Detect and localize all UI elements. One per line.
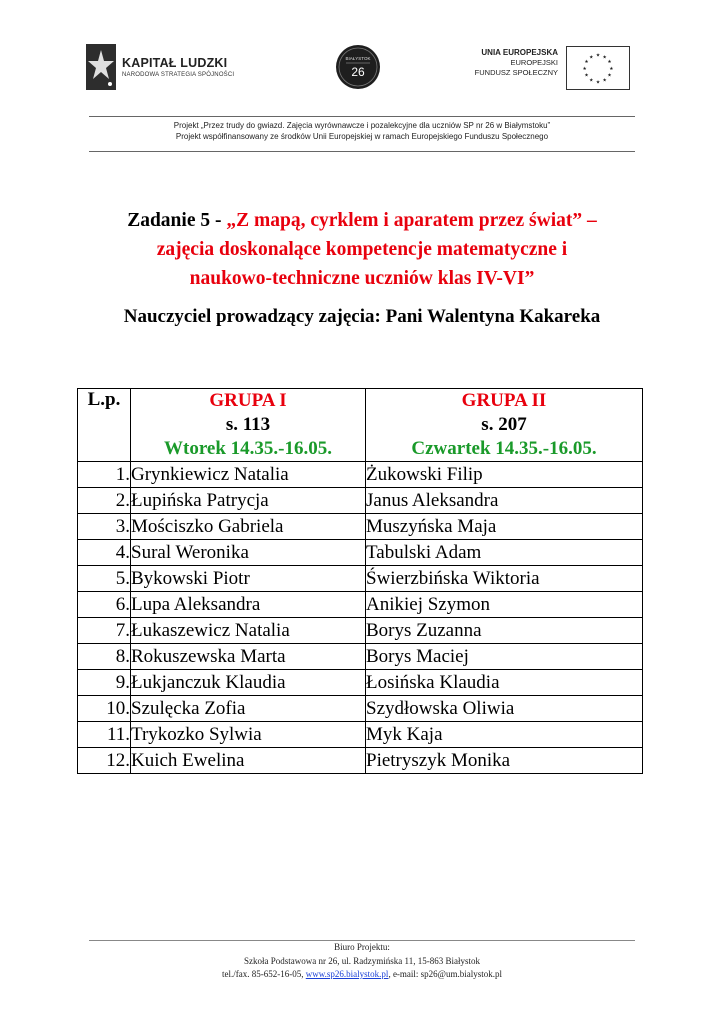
kapital-ludzki-title: KAPITAŁ LUDZKI <box>122 56 228 70</box>
row-number: 11. <box>78 722 131 748</box>
group-1-student: Bykowski Piotr <box>131 566 366 592</box>
group-2-name: GRUPA II <box>461 390 547 411</box>
table-row <box>78 618 643 644</box>
group-2-student: Żukowski Filip <box>366 462 643 488</box>
group-2-student: Borys Zuzanna <box>366 618 643 644</box>
project-info <box>89 120 635 142</box>
svg-text:★: ★ <box>607 73 612 79</box>
group-2-student: Borys Maciej <box>366 644 643 670</box>
svg-text:★: ★ <box>607 60 612 66</box>
eu-logo <box>470 46 630 92</box>
kapital-ludzki-subtitle: NARODOWA STRATEGIA SPÓJNOŚCI <box>122 72 235 78</box>
project-line-1: Projekt „Przez trudy do gwiazd. Zajęcia wyrównawcze i pozalekcyjne dla uczniów SP nr 26 w Białymstoku” <box>173 121 551 130</box>
group-1-student: Kuich Ewelina <box>131 748 366 774</box>
svg-text:★: ★ <box>589 78 594 84</box>
footer-email: , e-mail: sp26@um.bialystok.pl <box>388 969 502 979</box>
footer-address: Szkoła Podstawowa nr 26, ul. Radzymińska 11, 15-863 Białystok <box>244 955 480 966</box>
group-2-student: Szydłowska Oliwia <box>366 696 643 722</box>
lp-header: L.p. <box>78 389 131 462</box>
svg-text:★: ★ <box>602 78 607 84</box>
footer-phone: tel./fax. 85-652-16-05, <box>222 969 306 979</box>
row-number: 3. <box>78 514 131 540</box>
row-number: 12. <box>78 748 131 774</box>
group-1-student: Grynkiewicz Natalia <box>131 462 366 488</box>
group-1-room: s. 113 <box>225 414 271 435</box>
group-2-student: Pietryszyk Monika <box>366 748 643 774</box>
group-1-student: Łukjanczuk Klaudia <box>131 670 366 696</box>
svg-text:★: ★ <box>595 53 601 59</box>
group-2-student: Tabulski Adam <box>366 540 643 566</box>
group-1-student: Łukaszewicz Natalia <box>131 618 366 644</box>
task-title: „Z mapą, cyrklem i aparatem przez świat” – <box>226 210 597 231</box>
table-row <box>78 540 643 566</box>
svg-text:★: ★ <box>582 66 587 72</box>
row-number: 7. <box>78 618 131 644</box>
table-row <box>78 644 643 670</box>
row-number: 1. <box>78 462 131 488</box>
row-number: 4. <box>78 540 131 566</box>
task-heading-line-3: naukowo-techniczne uczniów klas IV-VI” <box>189 268 535 289</box>
task-prefix: Zadanie 5 - <box>127 210 227 231</box>
table-row <box>78 670 643 696</box>
group-1-header <box>131 389 366 462</box>
row-number: 8. <box>78 644 131 670</box>
header-top-rule <box>89 116 635 117</box>
school-logo-number: 26 <box>351 65 365 79</box>
school-logo-top-text: BIAŁYSTOK <box>345 56 371 61</box>
group-2-room: s. 207 <box>481 414 527 435</box>
task-heading-line-2: zajęcia doskonalące kompetencje matematyczne i <box>156 239 568 260</box>
table-header-row <box>78 389 643 462</box>
footer-website-link[interactable]: www.sp26.bialystok.pl <box>305 969 389 979</box>
group-1-student: Trykozko Sylwia <box>131 722 366 748</box>
eu-line-2: EUROPEJSKI <box>510 58 558 67</box>
svg-text:★: ★ <box>584 73 589 79</box>
table-row <box>78 566 643 592</box>
kapital-ludzki-star-icon <box>86 44 116 90</box>
group-1-student: Łupińska Patrycja <box>131 488 366 514</box>
table-row <box>78 462 643 488</box>
group-2-student: Myk Kaja <box>366 722 643 748</box>
group-2-student: Muszyńska Maja <box>366 514 643 540</box>
row-number: 2. <box>78 488 131 514</box>
group-1-name: GRUPA I <box>209 390 287 411</box>
eu-flag-icon <box>566 46 630 90</box>
table-row <box>78 514 643 540</box>
svg-text:★: ★ <box>595 80 601 86</box>
footer-contact <box>89 968 635 982</box>
table-row <box>78 722 643 748</box>
task-heading-line-1 <box>60 206 664 235</box>
svg-text:★: ★ <box>584 60 589 66</box>
group-1-student: Szulęcka Zofia <box>131 696 366 722</box>
group-2-student: Anikiej Szymon <box>366 592 643 618</box>
school-26-logo <box>335 44 381 90</box>
group-2-header <box>366 389 643 462</box>
svg-text:★: ★ <box>602 55 607 61</box>
eu-line-1: UNIA EUROPEJSKA <box>481 48 558 57</box>
table-row <box>78 592 643 618</box>
eu-text <box>475 48 558 78</box>
row-number: 6. <box>78 592 131 618</box>
svg-text:★: ★ <box>589 55 594 61</box>
group-1-schedule: Wtorek 14.35.-16.05. <box>164 438 332 459</box>
row-number: 5. <box>78 566 131 592</box>
group-1-student: Lupa Aleksandra <box>131 592 366 618</box>
group-2-student: Janus Aleksandra <box>366 488 643 514</box>
teacher-line: Nauczyciel prowadzący zajęcia: Pani Walentyna Kakareka <box>123 306 601 327</box>
table-row <box>78 748 643 774</box>
group-2-student: Łosińska Klaudia <box>366 670 643 696</box>
group-1-student: Sural Weronika <box>131 540 366 566</box>
row-number: 9. <box>78 670 131 696</box>
group-1-student: Rokuszewska Marta <box>131 644 366 670</box>
group-roster-table <box>77 388 643 774</box>
footer-office-label: Biuro Projektu: <box>334 942 390 952</box>
row-number: 10. <box>78 696 131 722</box>
table-row <box>78 488 643 514</box>
svg-text:★: ★ <box>609 66 614 72</box>
group-1-student: Mościszko Gabriela <box>131 514 366 540</box>
kapital-ludzki-logo <box>86 44 246 92</box>
eu-line-3: FUNDUSZ SPOŁECZNY <box>474 68 558 77</box>
project-line-2: Projekt współfinansowany ze środków Unii Europejskiej w ramach Europejskiego Funduszu Społecznego <box>175 132 549 141</box>
footer <box>89 941 635 982</box>
group-2-schedule: Czwartek 14.35.-16.05. <box>411 438 597 459</box>
header-bottom-rule <box>89 151 635 152</box>
table-row <box>78 696 643 722</box>
group-2-student: Świerzbińska Wiktoria <box>366 566 643 592</box>
task-heading <box>60 206 664 293</box>
